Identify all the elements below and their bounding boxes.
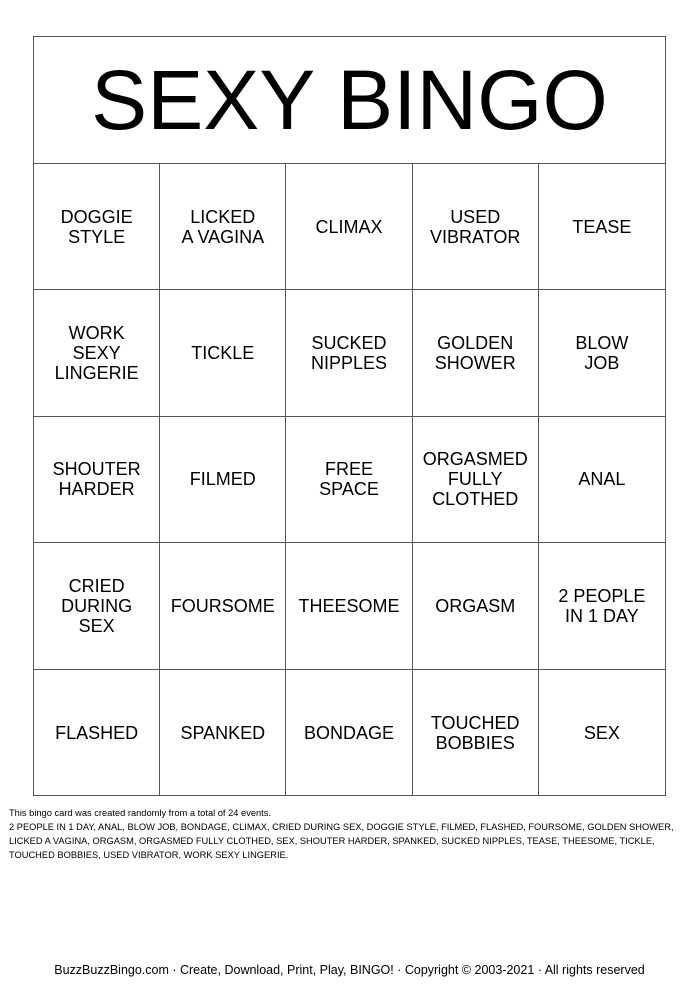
- bingo-cell: LICKED A VAGINA: [160, 164, 286, 290]
- bingo-cell: BONDAGE: [286, 670, 412, 796]
- bingo-cell: SHOUTER HARDER: [34, 417, 160, 543]
- bingo-cell: SEX: [583, 722, 620, 743]
- free-space-cell: FREE SPACE: [286, 417, 412, 543]
- bingo-cell: FLASHED: [34, 670, 160, 796]
- bingo-cell: 2 PEOPLE IN 1 DAY: [539, 543, 665, 669]
- bingo-cell: GOLDEN SHOWER: [413, 290, 539, 416]
- bingo-cell: THEESOME: [286, 543, 412, 669]
- bingo-cell: SPANKED: [160, 670, 286, 796]
- bingo-cell: SUCKED NIPPLES: [286, 290, 412, 416]
- bingo-cell: TICKLE: [160, 290, 286, 416]
- card-info-events: 2 PEOPLE IN 1 DAY, ANAL, BLOW JOB, BONDAGE, CLIMAX, CRIED DURING SEX, DOGGIE STYLE, FILMED, FLASHED, FOURSOME, GOLDEN SHOWER, LICKED A VAGINA, ORGASM, ORGASMED FULLY CLOTHED, SEX, SHOUTER HARDER, SPANKED, SUCKED NIPPLES, TEASE, THEESOME, TICKLE, TOUCHED BOBBIES, USED VIBRATOR, WORK SEXY LINGERIE.: [9, 822, 674, 860]
- bingo-cell: FOURSOME: [160, 543, 286, 669]
- bingo-cell: USED VIBRATOR: [413, 164, 539, 290]
- bingo-cell: WORK SEXY LINGERIE: [34, 290, 160, 416]
- bingo-grid: [34, 164, 665, 796]
- bingo-cell: CLIMAX: [286, 164, 412, 290]
- card-title: SEXY BINGO: [34, 37, 665, 164]
- bingo-cell: CRIED DURING SEX: [34, 543, 160, 669]
- bingo-cell: ORGASM: [413, 543, 539, 669]
- bingo-cell: ANAL: [539, 417, 665, 543]
- card-info-summary: This bingo card was created randomly from a total of 24 events.: [9, 808, 271, 818]
- bingo-cell: TEASE: [539, 164, 665, 290]
- bingo-cell: DOGGIE STYLE: [34, 164, 160, 290]
- bingo-cell: TOUCHED BOBBIES: [413, 670, 539, 796]
- bingo-cell: ORGASMED FULLY CLOTHED: [413, 417, 539, 543]
- bingo-cell: FILMED: [160, 417, 286, 543]
- card-info: [9, 806, 693, 862]
- bingo-cell: BLOW JOB: [539, 290, 665, 416]
- bingo-card: [33, 36, 666, 796]
- page-footer: BuzzBuzzBingo.com · Create, Download, Print, Play, BINGO! · Copyright © 2003-2021 · All rights reserved: [54, 963, 645, 977]
